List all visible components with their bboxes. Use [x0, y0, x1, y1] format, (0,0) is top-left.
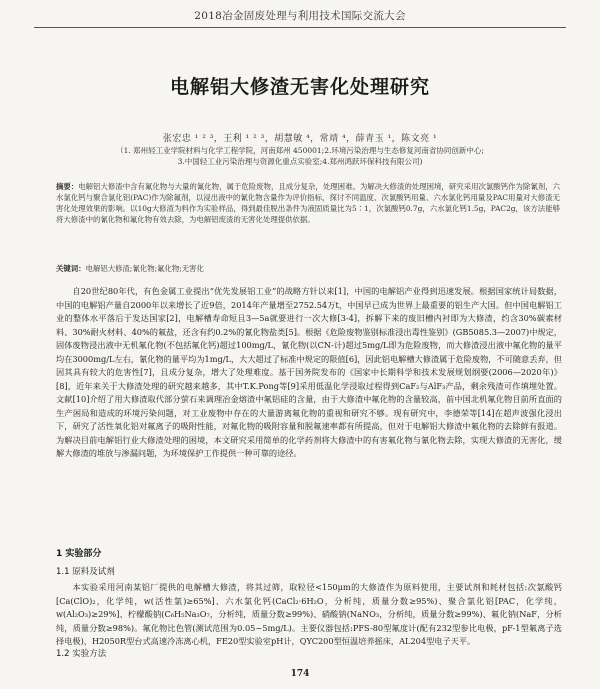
keywords-text: 电解铝大修渣;氰化物;氟化物;无害化	[85, 264, 204, 273]
materials-paragraph: 本实验采用河南某铝厂提供的电解槽大修渣，将其过筛，取粒径<150μm的大修渣作为原料使用，主要试剂和耗材包括:次氯酸钙[Ca(ClO)₂，化学纯，w(活性氯)≥65%]、六水氯化钙(CaCl₂·6H₂O，分析纯，质量分数≥95%)、聚合氯化铝[PAC，化学纯，w(Al₂O₃)≥29%]、柠檬酸钠(C₆H₅Na₃O₇，分析纯，质量分数≥99%)、硝酸钠(NaNO₃，分析纯，质量分数≥99%)、氟化钠(NaF，分析纯，质量分数≥98%)。氟化物比色管(测试范围为0.05~5mg/L)。主要仪器包括:PFS-80型氟度计(配有232型参比电极，pF-1型氟离子选择电极)，H2050R型台式高速冷冻离心机，FE20型实验室pH计，QYC200型恒温培养摇床，AL204型电子天平。	[56, 582, 562, 646]
affiliation-line-1: （1. 郑州轻工业学院材料与化学工程学院，河南郑州 450001;2.环境污染治理与生态修复河南省协同创新中心;	[116, 146, 484, 155]
paper-title: 电解铝大修渣无害化处理研究	[169, 76, 430, 98]
header-rule	[34, 27, 566, 28]
abstract	[56, 181, 560, 225]
abstract-text: 电解铝大修渣中含有氟化物与大量的氰化物，属于危险废物，且成分复杂，处理困难。为解决大修渣的处理困境，研究采用次氯酸钙作为除氰剂，六水氯化钙与聚合氯化铝(PAC)作为除氟剂，以浸出液中的氰化物含量作为评价指标，探讨不同温度、次氯酸钙用量、六水氯化钙用量及PAC用量对大修渣无害化处理效果的影响。以10g大修渣为料作为实验样品，得到最佳脱出条件为液固质量比为5∶1，次氯酸钙0.7g，六水氯化钙1.5g，PAC2g，该方法能够将大修渣中的氰化物和氟化物有效去除，为电解铝废渣的无害化处理提供依据。	[56, 182, 560, 225]
affiliation-line-2: 3.中国轻工业污染治理与资源化重点实验室;4.郑州鸿跃环保科技有限公司)	[177, 157, 423, 166]
section-heading: 1 实验部分	[56, 549, 102, 559]
keywords	[56, 263, 560, 274]
abstract-label: 摘要：	[56, 182, 79, 191]
subsection-heading-materials: 1.1 原料及试剂	[56, 567, 115, 577]
subsection-heading-methods: 1.2 实验方法	[56, 649, 107, 659]
running-head: 2018冶金固废处理与利用技术国际交流大会	[194, 10, 406, 22]
introduction	[56, 285, 562, 461]
page-number: 174	[290, 669, 310, 679]
keywords-label: 关键词：	[56, 264, 86, 273]
materials-section	[56, 581, 562, 649]
author-list: 张宏忠 ¹ ² ³，王利 ¹ ² ³，胡慧敏 ⁴，常靖 ⁴，薛青玉 ¹，陈文亮 ¹	[162, 134, 438, 144]
intro-paragraph: 自20世纪80年代，有色金属工业提出“优先发展铝工业”的战略方针以来[1]，中国的电解铝产业得到迅速发展。根据国家统计局数据，中国的电解铝产量自2000年以来增长了近9倍，2014年产量增至2752.54万t，中国早已成为世界上最重要的铝生产大国。但中国电解铝工业的整体水平落后于发达国家[2]，电解槽寿命短且3—5a就要进行一次大修[3-4]，拆解下来的废旧槽内衬即为大修渣，约含30%碳素材料、30%耐火材料、40%的氟盐，还含有约0.2%的氰化物盐类[5]。根据《危险废物鉴别标准浸出毒性鉴别》(GB5085.3—2007)中规定，固体废物浸出液中无机氟化物(不包括氟化钙)超过100mg/L，氰化物(以CN-计)超过5mg/L即为危险废物，而大修渣浸出液中氟化物的量平均在3000mg/L左右，氰化物的量平均为1mg/L，大大超过了标准中规定的限值[6]，因此铝电解槽大修渣属于危险废物，不可随意丢弃，但因其具有较大的危害性[7]，且成分复杂，增大了处理难度。基于国务院发布的《国家中长期科学和技术发展规划纲要(2006—2020年)》[8]，近年来关于大修渣处理的研究越来越多，其中T.K.Pong等[9]采用低温化学浸取过程得到CaF₂与AlF₃产品，剩余残渣可作填埋处置。文献[10]介绍了用大修渣取代部分萤石来调理冶金熔渣中氟铝硅的含量，由于大修渣中氟化物的含量较高，前中国北机氟化物目前所直面的生产困局和造成的环境污染问题，对工业废物中存在的大量游离氟化物的重视和研究不够。现有研究中，李德荣等[14]在超声波强化浸出下，研究了活性氧化铝对氟离子的吸附性能，对氟化物的吸附容量和脱氟速率都有所提高，但对于电解铝大修渣中氟化物的去除鲜有报道。为解决目前电解铝行业大修渣处理的困境，本文研究采用简单的化学药剂将大修渣中的有害氟化物与氰化物去除，实现大修渣的无害化，缓解大修渣的堆放与渗漏问题，为环境保护工作提供一种可靠的途径。	[56, 286, 562, 458]
